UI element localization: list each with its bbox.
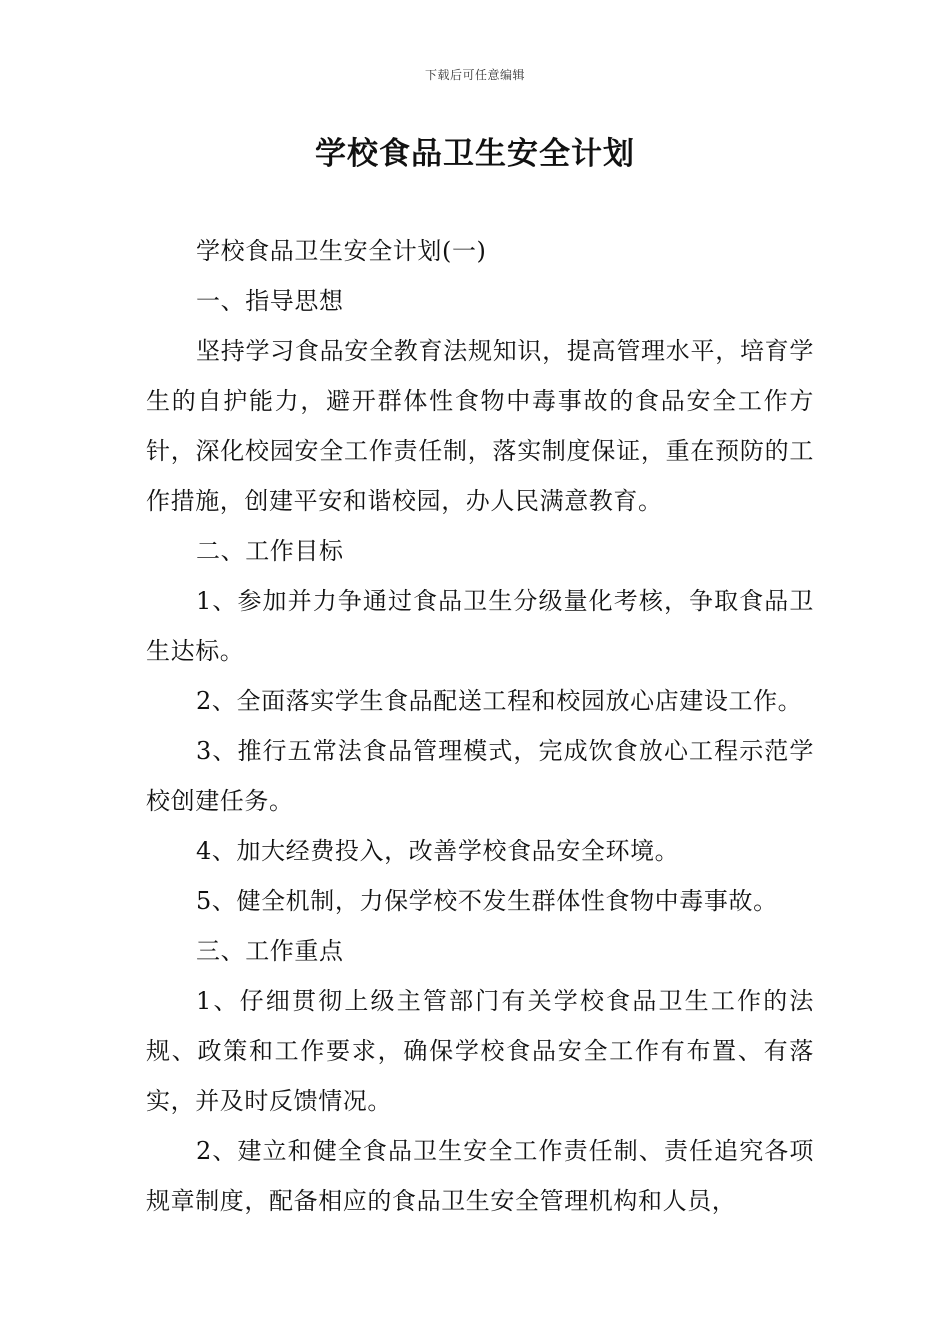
paragraph-goal-2: 2、全面落实学生食品配送工程和校园放心店建设工作。 bbox=[196, 687, 803, 715]
header-note: 下载后可任意编辑 bbox=[424, 68, 525, 82]
paragraph-heading-work-focus: 三、工作重点 bbox=[196, 937, 344, 965]
paragraph-goal-4: 4、加大经费投入，改善学校食品安全环境。 bbox=[196, 837, 680, 865]
document-title: 学校食品卫生安全计划 bbox=[315, 136, 635, 172]
paragraph-heading-guiding-thought: 一、指导思想 bbox=[196, 287, 344, 315]
paragraph-focus-2: 2、建立和健全食品卫生安全工作责任制、责任追究各项规章制度，配备相应的食品卫生安全管理机构和人员， bbox=[146, 1137, 814, 1215]
paragraph-goal-3: 3、推行五常法食品管理模式，完成饮食放心工程示范学校创建任务。 bbox=[146, 737, 814, 815]
paragraph-heading-work-goals: 二、工作目标 bbox=[196, 537, 344, 565]
document-body bbox=[146, 226, 814, 1226]
paragraph-goal-5: 5、健全机制，力保学校不发生群体性食物中毒事故。 bbox=[196, 887, 778, 915]
paragraph-goal-1: 1、参加并力争通过食品卫生分级量化考核，争取食品卫生达标。 bbox=[146, 587, 814, 665]
paragraph-subtitle: 学校食品卫生安全计划(一) bbox=[196, 237, 487, 265]
paragraph-focus-1: 1、仔细贯彻上级主管部门有关学校食品卫生工作的法规、政策和工作要求，确保学校食品安全工作有布置、有落实，并及时反馈情况。 bbox=[146, 987, 814, 1115]
paragraph-guiding-thought: 坚持学习食品安全教育法规知识，提高管理水平，培育学生的自护能力，避开群体性食物中毒事故的食品安全工作方针，深化校园安全工作责任制，落实制度保证，重在预防的工作措施，创建平安和谐校园，办人民满意教育。 bbox=[146, 337, 814, 515]
